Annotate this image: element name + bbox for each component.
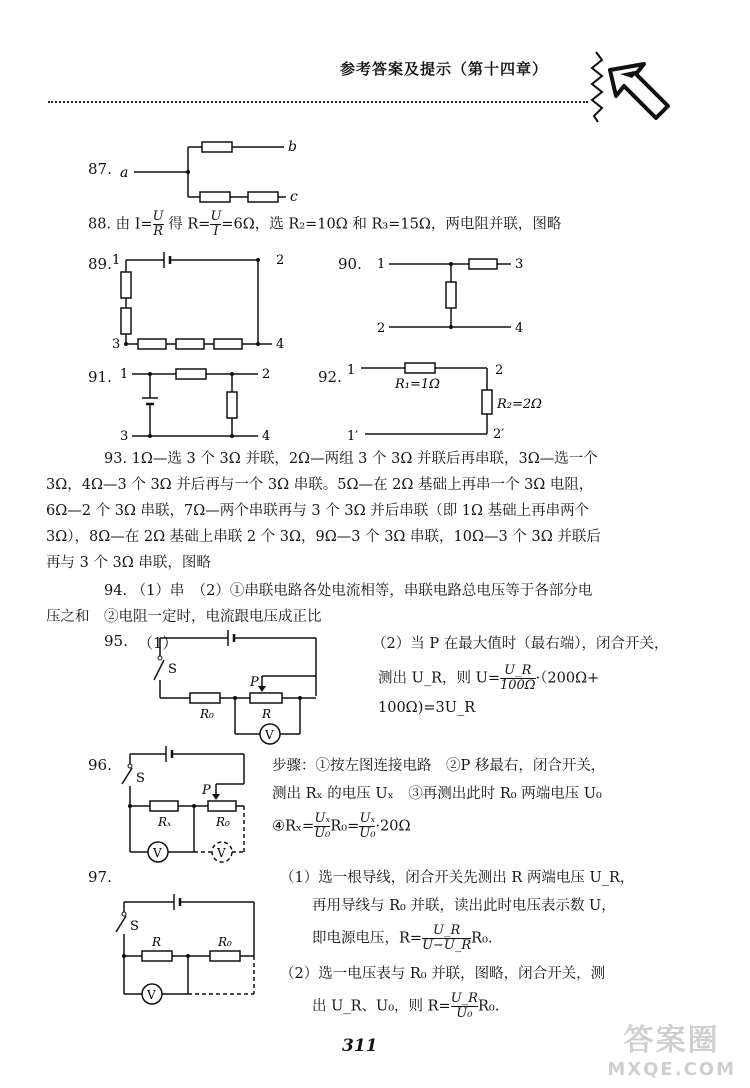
q89-resistor-v1 xyxy=(121,272,131,298)
q97-line-5: 出 U_R、U₀，则 R= $\frac{U\_R}{\text{U₀}}$ R₀. xyxy=(312,991,500,1021)
q90-label-2: 2 xyxy=(377,321,386,336)
q91-label-1: 1 xyxy=(120,367,129,382)
q92-label-1: 1 xyxy=(347,363,356,378)
q97-line-4: （2）选一电压表与 R₀ 并联，图略，闭合开关，测 xyxy=(280,966,606,982)
q89-resistor-h1 xyxy=(138,339,166,349)
q89-label-1: 1 xyxy=(112,253,121,268)
q90-label-3: 3 xyxy=(515,257,524,272)
q96-line-1: 步骤：①按左图连接电路 ②P 移最右，闭合开关， xyxy=(272,758,606,774)
q92-number: 92. xyxy=(318,368,342,386)
q97-resistor-r xyxy=(142,951,172,961)
q92-label-1p: 1′ xyxy=(347,429,359,444)
q96-circuit-diagram xyxy=(116,744,266,874)
header-title: 参考答案及提示（第十四章） xyxy=(340,60,549,78)
q91-resistor-right xyxy=(227,392,237,418)
q96-label-v2: V xyxy=(217,846,226,860)
q91-circuit-diagram xyxy=(118,362,288,442)
q93-line-3: 6Ω—2 个 3Ω 串联，7Ω—两个串联再与 3 个 3Ω 并后串联（即 1Ω 基础上再串两个 xyxy=(46,503,590,519)
q89-resistor-v2 xyxy=(121,308,131,334)
q95-label-r: R xyxy=(262,707,272,721)
q90-number: 90. xyxy=(338,255,362,273)
q87-resistor-1 xyxy=(202,142,232,152)
q93-number: 93. xyxy=(104,451,128,467)
q91-label-4: 4 xyxy=(262,429,271,444)
q87-number: 87. xyxy=(88,160,112,178)
q90-resistor-top xyxy=(469,259,497,269)
q95-number: 95. xyxy=(104,632,128,650)
q89-resistor-h2 xyxy=(176,339,204,349)
watermark-line-2: MXQE.COM xyxy=(607,1059,736,1080)
q90-circuit-diagram xyxy=(375,252,535,336)
watermark-line-1: 答案圈 xyxy=(623,1023,720,1058)
q94-line-1: 94. （1）串 （2）①串联电路各处电流相等，串联电路总电压等于各部分电 xyxy=(104,583,593,599)
q96-line-2: 测出 Rₓ 的电压 Uₓ ③再测出此时 R₀ 两端电压 U₀ xyxy=(272,786,602,802)
q92-resistor-r2 xyxy=(482,390,492,414)
q96-line-3: ④Rₓ= $\frac{\text{Uₓ}}{\text{U₀}}$ R₀= $\frac{\text{Uₓ}}{\text{U₀}}$ ·20Ω xyxy=(272,811,411,841)
q90-label-1: 1 xyxy=(377,257,386,272)
q89-circuit-diagram xyxy=(110,248,290,352)
q90-label-4: 4 xyxy=(515,321,524,336)
q92-label-r1: R₁=1Ω xyxy=(395,377,440,392)
q95-line-1: （2）当 P 在最大值时（最右端），闭合开关， xyxy=(372,636,669,652)
page-number: 311 xyxy=(342,1036,378,1056)
q91-number: 91. xyxy=(88,368,112,386)
q94-line-2: 压之和 ②电阻一定时，电流跟电压成正比 xyxy=(46,609,322,625)
q95-rheostat-r xyxy=(250,693,282,703)
q96-label-s: S xyxy=(136,771,145,786)
q97-fraction-2: $\frac{U\_R}{\text{U₀}}$ xyxy=(450,991,478,1021)
q87-circuit-diagram xyxy=(110,135,310,205)
q88-mid: 得 R= xyxy=(168,216,211,233)
q94-number: 94. xyxy=(104,583,128,599)
q91-label-3: 3 xyxy=(120,429,129,444)
q89-resistor-h3 xyxy=(214,339,242,349)
q87-resistor-3 xyxy=(248,192,278,202)
q91-resistor-top xyxy=(176,369,206,379)
q89-label-2: 2 xyxy=(276,253,285,268)
q92-label-2: 2 xyxy=(495,363,504,378)
q96-number: 96. xyxy=(88,756,112,774)
q92-label-2p: 2′ xyxy=(493,427,505,442)
q96-fraction-2: $\frac{\text{Uₓ}}{\text{U₀}}$ xyxy=(359,811,376,841)
q97-label-s: S xyxy=(130,919,139,934)
q91-label-2: 2 xyxy=(262,367,271,382)
q95-line-2: 测出 U_R，则 U= $\frac{U\_R}{100\Omega}$ ·（200Ω+ xyxy=(378,663,600,693)
q89-number: 89. xyxy=(88,255,112,273)
q88-post: =6Ω，选 R₂=10Ω 和 R₃=15Ω，两电阻并联，图略 xyxy=(221,216,562,233)
q88-number: 88. xyxy=(88,216,112,233)
q97-line-2: 再用导线与 R₀ 并联，读出此时电压表示数 U， xyxy=(312,898,616,914)
q96-label-p: P xyxy=(202,783,211,798)
q96-label-v1: V xyxy=(153,846,162,860)
arrow-up-left-icon xyxy=(606,58,676,128)
watermark-logo xyxy=(607,1015,736,1080)
q97-resistor-r0 xyxy=(210,951,240,961)
q96-fraction-1: $\frac{\text{Uₓ}}{\text{U₀}}$ xyxy=(314,811,331,841)
q95-label-r0: R₀ xyxy=(200,707,214,721)
q97-fraction-1: $\frac{U\_R}{U-U\_R}$ xyxy=(422,923,472,953)
header-divider xyxy=(48,101,588,103)
q93-line-2: 3Ω，4Ω—3 个 3Ω 并后再与一个 3Ω 串联。5Ω—在 2Ω 基础上再串一个 3Ω 电阻， xyxy=(46,477,594,493)
q97-label-r: R xyxy=(152,935,162,949)
q93-line-4: 3Ω），8Ω—在 2Ω 基础上串联 2 个 3Ω，9Ω—3 个 3Ω 串联，10Ω—3 个 3Ω 并联后 xyxy=(46,529,601,545)
q88-text xyxy=(88,210,561,239)
q87-label-b: b xyxy=(288,139,297,155)
q90-resistor-mid xyxy=(446,282,456,308)
q88-pre: 由 I= xyxy=(115,216,153,233)
q97-label-r0: R₀ xyxy=(218,935,232,949)
q95-fraction: $\frac{U\_R}{100\Omega}$ xyxy=(499,663,536,693)
q93-line-1: 93. 1Ω—选 3 个 3Ω 并联，2Ω—两组 3 个 3Ω 并联后再串联，3Ω—选一个 xyxy=(104,451,598,467)
q87-label-c: c xyxy=(290,189,298,205)
q95-resistor-r0 xyxy=(190,693,220,703)
q96-rheostat-r0 xyxy=(208,801,236,811)
q95-label-s: S xyxy=(168,662,177,677)
q97-circuit-diagram xyxy=(112,892,272,1012)
q97-line-3: 即电源电压，R= $\frac{U\_R}{U-U\_R}$ R₀. xyxy=(312,923,493,953)
q95-label-p: P xyxy=(250,675,259,690)
q88-fraction-1: $\frac{U}{R}$ xyxy=(152,209,164,239)
q96-resistor-rx xyxy=(150,801,178,811)
q92-label-r2: R₂=2Ω xyxy=(497,397,542,412)
q95-circuit-diagram xyxy=(150,628,350,748)
q97-number: 97. xyxy=(88,868,112,886)
q89-label-3: 3 xyxy=(112,337,121,352)
q93-line-5: 再与 3 个 3Ω 串联，图略 xyxy=(46,555,211,571)
q97-label-v: V xyxy=(147,988,156,1002)
q92-resistor-r1 xyxy=(405,363,435,373)
q96-label-r0: R₀ xyxy=(216,815,230,829)
q97-line-1: （1）选一根导线，闭合开关先测出 R 两端电压 U_R， xyxy=(280,870,635,886)
q87-resistor-2 xyxy=(200,192,230,202)
zigzag-divider-icon xyxy=(588,52,608,122)
q87-label-a: a xyxy=(120,165,129,181)
q92-circuit-diagram xyxy=(345,358,542,448)
q89-label-4: 4 xyxy=(276,337,285,352)
q96-label-rx: Rₓ xyxy=(158,815,172,829)
q95-line-3: 100Ω)=3U_R xyxy=(378,700,476,716)
q95-part1: （1） xyxy=(138,634,178,652)
q88-fraction-2: $\frac{U}{I}$ xyxy=(210,209,222,239)
q95-label-v: V xyxy=(265,728,274,742)
